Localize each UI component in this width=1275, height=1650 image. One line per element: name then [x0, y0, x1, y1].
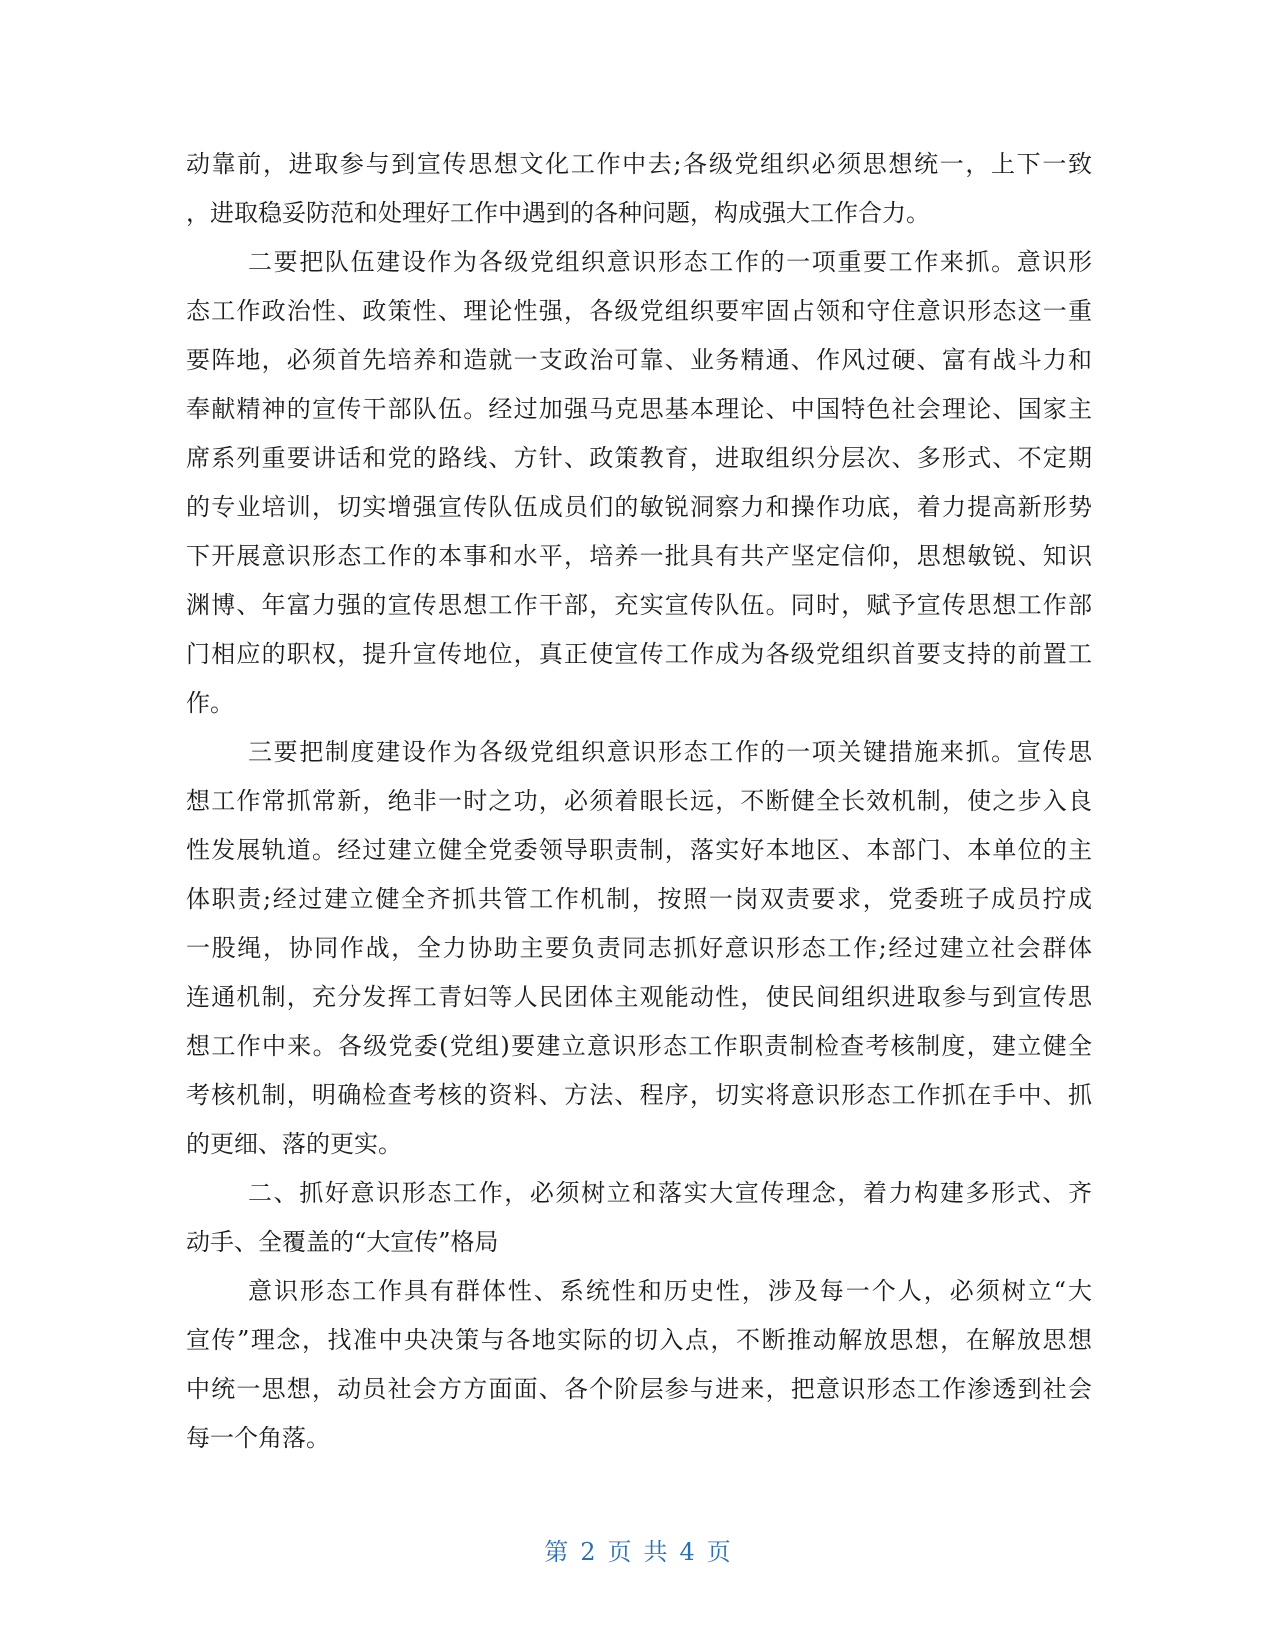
current-page-number: 2 [580, 1538, 596, 1566]
text-line: 席系列重要讲话和党的路线、方针、政策教育，进取组织分层次、多形式、不定期 [186, 444, 1092, 472]
text-line: 作。 [186, 689, 234, 717]
section-heading [186, 1169, 1092, 1267]
text-line: 意识形态工作具有群体性、系统性和历史性，涉及每一个人，必须树立“大 [248, 1277, 1092, 1305]
text-line: 想工作中来。各级党委(党组)要建立意识形态工作职责制检查考核制度，建立健全 [186, 1032, 1092, 1060]
page-label-suffix: 页 [706, 1538, 731, 1566]
page-number-footer [0, 1532, 1275, 1567]
page-label-prefix: 第 [544, 1538, 569, 1566]
paragraph [186, 728, 1092, 1169]
text-line: 连通机制，充分发挥工青妇等人民团体主观能动性，使民间组织进取参与到宣传思 [186, 983, 1092, 1011]
paragraph [186, 1267, 1092, 1463]
text-line: 一股绳，协同作战，全力协助主要负责同志抓好意识形态工作;经过建立社会群体 [186, 934, 1092, 962]
text-line: 的更细、落的更实。 [186, 1130, 402, 1158]
text-line: 下开展意识形态工作的本事和水平，培养一批具有共产坚定信仰，思想敏锐、知识 [186, 542, 1092, 570]
text-line: 每一个角落。 [186, 1424, 330, 1452]
text-line: 体职责;经过建立健全齐抓共管工作机制，按照一岗双责要求，党委班子成员拧成 [186, 885, 1092, 913]
paragraph [186, 140, 1092, 238]
text-line: 宣传”理念，找准中央决策与各地实际的切入点，不断推动解放思想，在解放思想 [186, 1326, 1092, 1354]
total-pages-prefix: 共 [643, 1538, 668, 1566]
text-line: ，进取稳妥防范和处理好工作中遇到的各种问题，构成强大工作合力。 [186, 199, 930, 227]
text-line: 奉献精神的宣传干部队伍。经过加强马克思基本理论、中国特色社会理论、国家主 [186, 395, 1092, 423]
text-line: 二要把队伍建设作为各级党组织意识形态工作的一项重要工作来抓。意识形 [248, 248, 1092, 276]
text-line: 的专业培训，切实增强宣传队伍成员们的敏锐洞察力和操作功底，着力提高新形势 [186, 493, 1092, 521]
text-line: 要阵地，必须首先培养和造就一支政治可靠、业务精通、作风过硬、富有战斗力和 [186, 346, 1092, 374]
text-line: 中统一思想，动员社会方方面面、各个阶层参与进来，把意识形态工作渗透到社会 [186, 1375, 1092, 1403]
page-label-mid: 页 [607, 1538, 632, 1566]
text-line: 门相应的职权，提升宣传地位，真正使宣传工作成为各级党组织首要支持的前置工 [186, 640, 1092, 668]
text-line: 渊博、年富力强的宣传思想工作干部，充实宣传队伍。同时，赋予宣传思想工作部 [186, 591, 1092, 619]
text-line: 动手、全覆盖的“大宣传”格局 [186, 1228, 499, 1256]
paragraph [186, 238, 1092, 728]
text-line: 三要把制度建设作为各级党组织意识形态工作的一项关键措施来抓。宣传思 [248, 738, 1092, 766]
total-pages-number: 4 [679, 1538, 695, 1566]
text-line: 性发展轨道。经过建立健全党委领导职责制，落实好本地区、本部门、本单位的主 [186, 836, 1092, 864]
text-line: 态工作政治性、政策性、理论性强，各级党组织要牢固占领和守住意识形态这一重 [186, 297, 1092, 325]
text-line: 想工作常抓常新，绝非一时之功，必须着眼长远，不断健全长效机制，使之步入良 [186, 787, 1092, 815]
text-line: 考核机制，明确检查考核的资料、方法、程序，切实将意识形态工作抓在手中、抓 [186, 1081, 1092, 1109]
document-body [186, 140, 1092, 1463]
text-line: 二、抓好意识形态工作，必须树立和落实大宣传理念，着力构建多形式、齐 [248, 1179, 1092, 1207]
text-line: 动靠前，进取参与到宣传思想文化工作中去;各级党组织必须思想统一，上下一致 [186, 150, 1092, 178]
